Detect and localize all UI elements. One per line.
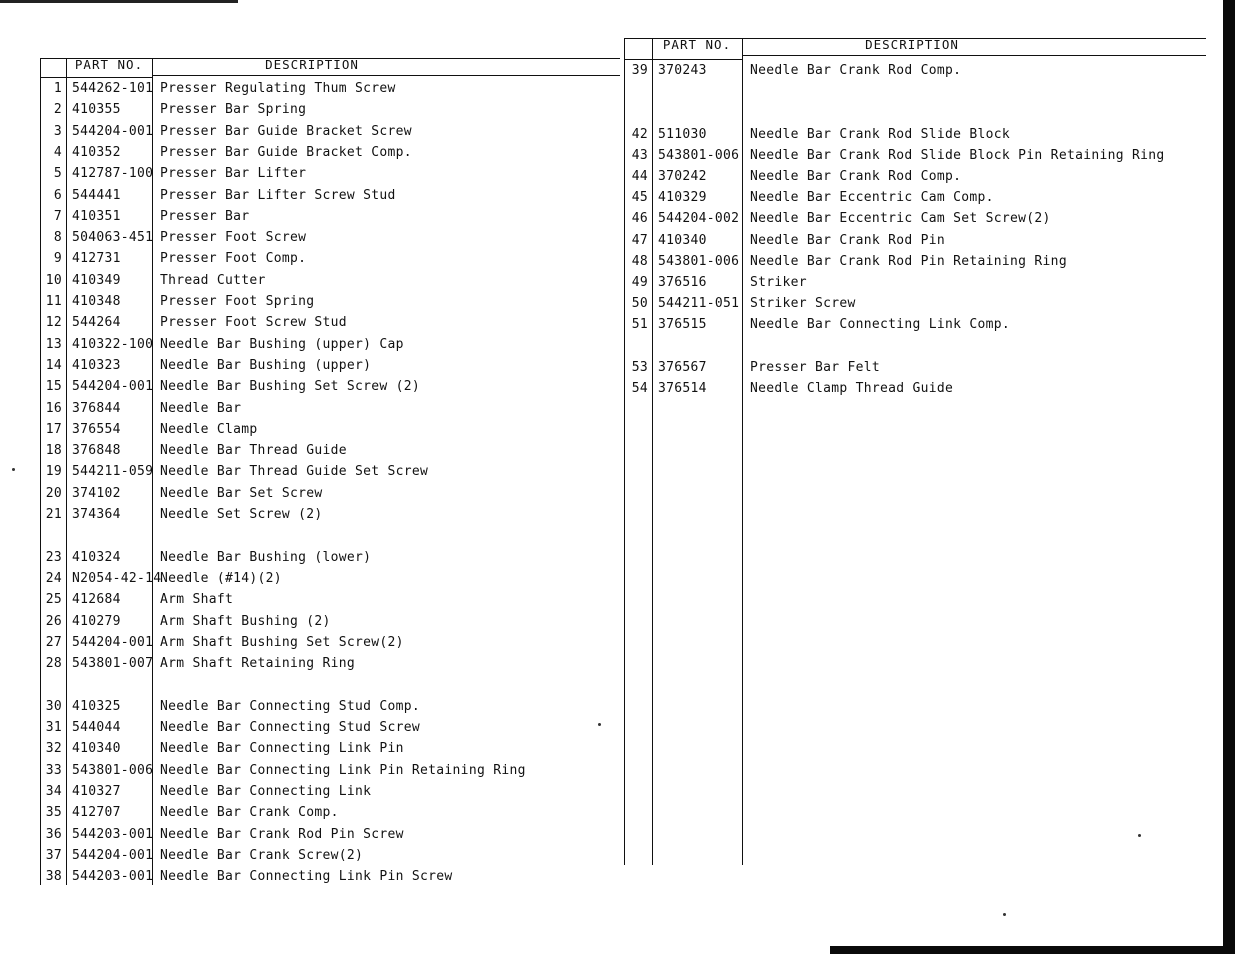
- item-number: 26: [45, 613, 62, 629]
- item-number: 50: [631, 296, 648, 312]
- part-number: 410340: [658, 232, 707, 248]
- part-description: Needle Bar Connecting Stud Screw: [160, 720, 421, 735]
- item-number: 4: [53, 144, 62, 160]
- table-row: [40, 122, 620, 142]
- item-number: 33: [45, 762, 62, 778]
- part-description: Needle Bar Crank Comp.: [160, 805, 339, 821]
- part-number: 370243: [658, 63, 707, 78]
- item-number: 15: [45, 379, 62, 395]
- part-number: 410323: [72, 357, 121, 373]
- table-row: [624, 315, 1206, 335]
- table-row: [40, 143, 620, 163]
- table-row: [40, 164, 620, 184]
- item-number: 18: [45, 443, 62, 459]
- part-number: 544204-001: [72, 634, 154, 650]
- part-number: 544204-001: [72, 847, 154, 863]
- part-description: Thread Cutter: [160, 272, 266, 288]
- part-number: 410322-100: [72, 336, 154, 352]
- table-row: [40, 420, 620, 440]
- part-description: Needle Bar Crank Rod Comp.: [750, 169, 962, 184]
- item-number: 45: [631, 190, 648, 206]
- table-row: [624, 252, 1206, 272]
- item-number: 48: [631, 253, 648, 269]
- table-row: [40, 186, 620, 206]
- part-description: Presser Bar Lifter Screw Stud: [160, 187, 396, 203]
- part-number: 410340: [72, 741, 121, 757]
- header-part-no-right: PART NO.: [662, 37, 732, 52]
- part-number: 376554: [72, 421, 121, 437]
- table-row: [40, 548, 620, 568]
- part-description: Presser Bar Spring: [160, 102, 307, 118]
- part-number: 412684: [72, 592, 121, 608]
- part-description: Striker Screw: [750, 296, 856, 312]
- item-number: 54: [631, 381, 648, 396]
- table-row: [40, 590, 620, 610]
- part-description: Needle Bar Crank Screw(2): [160, 847, 364, 863]
- part-number: 543801-006: [658, 253, 740, 269]
- part-number: 412731: [72, 251, 121, 267]
- item-number: 47: [631, 232, 648, 248]
- part-description: Presser Bar Guide Bracket Screw: [160, 123, 412, 139]
- part-description: Needle Bar Connecting Link Comp.: [750, 317, 1011, 333]
- part-number: 410324: [72, 549, 121, 565]
- table-row: [40, 335, 620, 355]
- item-number: 49: [631, 275, 648, 290]
- part-number: 410348: [72, 294, 121, 309]
- item-number: 17: [45, 421, 62, 437]
- part-description: Presser Bar Guide Bracket Comp.: [160, 144, 412, 160]
- header-part-no: PART NO.: [74, 57, 144, 72]
- part-number: 544204-001: [72, 379, 154, 395]
- item-number: 12: [45, 315, 62, 331]
- part-description: Needle Bar Crank Rod Comp.: [750, 63, 962, 78]
- table-row: [40, 654, 620, 674]
- part-number: 543801-006: [658, 147, 740, 163]
- part-number: 376515: [658, 317, 707, 333]
- part-description: Needle Bar Eccentric Cam Set Screw(2): [750, 211, 1051, 227]
- part-number: 544262-101: [72, 81, 154, 96]
- part-description: Needle Bar Connecting Link Pin: [160, 741, 404, 757]
- item-number: 9: [53, 251, 62, 267]
- part-description: Needle Bar Connecting Link Pin Screw: [160, 869, 453, 885]
- item-number: 35: [45, 805, 62, 821]
- item-number: 53: [631, 359, 648, 375]
- scan-artifact-top: [0, 0, 238, 3]
- part-description: Needle Bar Crank Rod Pin: [750, 232, 946, 248]
- table-row: [40, 718, 620, 738]
- part-description: Striker: [750, 275, 807, 290]
- table-row: [40, 377, 620, 397]
- part-description: Presser Foot Screw: [160, 230, 307, 246]
- table-row: [40, 569, 620, 589]
- part-description: Arm Shaft Bushing Set Screw(2): [160, 634, 404, 650]
- part-description: Needle Bar: [160, 400, 242, 416]
- part-number: 544264: [72, 315, 121, 331]
- table-row: [40, 803, 620, 823]
- part-description: Needle Bar Crank Rod Pin Retaining Ring: [750, 253, 1067, 269]
- table-row: [624, 188, 1206, 208]
- item-number: 39: [631, 63, 648, 78]
- item-number: 44: [631, 169, 648, 184]
- table-row: [40, 292, 620, 312]
- part-description: Needle Clamp Thread Guide: [750, 381, 954, 396]
- item-number: 20: [45, 485, 62, 501]
- table-row: [40, 356, 620, 376]
- part-description: Needle Bar Bushing (upper): [160, 357, 372, 373]
- table-row: [40, 441, 620, 461]
- part-number: 544204-001: [72, 123, 154, 139]
- part-number: 374364: [72, 507, 121, 522]
- item-number: 2: [53, 102, 62, 118]
- part-number: 376567: [658, 359, 707, 375]
- part-description: Needle Bar Bushing (lower): [160, 549, 372, 565]
- part-description: Needle (#14)(2): [160, 570, 282, 586]
- part-description: Arm Shaft Retaining Ring: [160, 656, 356, 672]
- item-number: 11: [45, 294, 62, 309]
- part-number: 504063-451: [72, 230, 154, 246]
- part-number: 410327: [72, 783, 121, 799]
- item-number: 1: [53, 81, 62, 96]
- part-number: 410279: [72, 613, 121, 629]
- part-description: Needle Bar Bushing (upper) Cap: [160, 336, 404, 352]
- item-number: 13: [45, 336, 62, 352]
- item-number: 36: [45, 826, 62, 842]
- part-number: 410329: [658, 190, 707, 206]
- item-number: 27: [45, 634, 62, 650]
- table-row: [40, 505, 620, 525]
- table-row: [40, 249, 620, 269]
- part-description: Needle Bar Connecting Link: [160, 783, 372, 799]
- table-row: [624, 146, 1206, 166]
- part-number: 544203-001: [72, 826, 154, 842]
- table-row: [40, 462, 620, 482]
- header-description: DESCRIPTION: [265, 57, 359, 72]
- part-description: Needle Bar Crank Rod Pin Screw: [160, 826, 404, 842]
- part-description: Needle Clamp: [160, 421, 258, 437]
- part-number: 376848: [72, 443, 121, 459]
- table-row: [624, 209, 1206, 229]
- item-number: 32: [45, 741, 62, 757]
- item-number: 30: [45, 698, 62, 714]
- part-description: Arm Shaft Bushing (2): [160, 613, 331, 629]
- part-number: 374102: [72, 485, 121, 501]
- parts-table-left: [40, 58, 620, 885]
- part-description: Needle Bar Connecting Stud Comp.: [160, 698, 421, 714]
- part-number: 376516: [658, 275, 707, 290]
- part-description: Presser Bar Felt: [750, 359, 881, 375]
- item-number: 10: [45, 272, 62, 288]
- table-row: [40, 612, 620, 632]
- scan-artifact-bottom-edge: [830, 946, 1235, 954]
- item-number: 28: [45, 656, 62, 672]
- item-number: 43: [631, 147, 648, 163]
- table-row: [40, 761, 620, 781]
- part-number: 543801-007: [72, 656, 154, 672]
- part-number: 410351: [72, 208, 121, 224]
- table-row: [40, 79, 620, 99]
- scan-artifact-right-edge: [1223, 0, 1235, 954]
- part-number: 544204-002: [658, 211, 740, 227]
- part-number: 376844: [72, 400, 121, 416]
- parts-table-right: [624, 38, 1206, 865]
- part-description: Presser Foot Screw Stud: [160, 315, 347, 331]
- table-row: [40, 228, 620, 248]
- part-number: 544211-051: [658, 296, 740, 312]
- part-number: 412707: [72, 805, 121, 821]
- item-number: 19: [45, 464, 62, 480]
- part-number: 370242: [658, 169, 707, 184]
- item-number: 23: [45, 549, 62, 565]
- table-row: [40, 782, 620, 802]
- item-number: 25: [45, 592, 62, 608]
- part-description: Needle Bar Connecting Link Pin Retaining Ring: [160, 762, 526, 778]
- part-number: 410325: [72, 698, 121, 714]
- item-number: 8: [53, 230, 62, 246]
- part-description: Needle Bar Thread Guide: [160, 443, 347, 459]
- table-row: [40, 846, 620, 866]
- part-number: 410355: [72, 102, 121, 118]
- table-row: [40, 867, 620, 887]
- table-row: [624, 379, 1206, 399]
- part-description: Needle Bar Crank Rod Slide Block: [750, 126, 1011, 142]
- table-row: [40, 633, 620, 653]
- part-number: 544211-059: [72, 464, 154, 480]
- table-row: [624, 231, 1206, 251]
- table-row: [624, 61, 1206, 81]
- part-number: 544441: [72, 187, 121, 203]
- part-description: Needle Bar Set Screw: [160, 485, 323, 501]
- table-row: [624, 273, 1206, 293]
- part-number: 376514: [658, 381, 707, 396]
- table-row: [40, 100, 620, 120]
- item-number: 31: [45, 720, 62, 735]
- item-number: 5: [53, 166, 62, 182]
- table-row: [624, 167, 1206, 187]
- part-description: Needle Bar Eccentric Cam Comp.: [750, 190, 994, 206]
- item-number: 3: [53, 123, 62, 139]
- item-number: 16: [45, 400, 62, 416]
- part-description: Arm Shaft: [160, 592, 234, 608]
- table-row: [40, 313, 620, 333]
- item-number: 51: [631, 317, 648, 333]
- part-number: 412787-100: [72, 166, 154, 182]
- table-row: [40, 399, 620, 419]
- part-description: Presser Foot Spring: [160, 294, 315, 309]
- item-number: 21: [45, 507, 62, 522]
- part-number: 410349: [72, 272, 121, 288]
- part-number: 511030: [658, 126, 707, 142]
- part-description: Presser Bar: [160, 208, 250, 224]
- item-number: 42: [631, 126, 648, 142]
- part-number: 410352: [72, 144, 121, 160]
- part-number: 544044: [72, 720, 121, 735]
- item-number: 14: [45, 357, 62, 373]
- item-number: 7: [53, 208, 62, 224]
- item-number: 6: [53, 187, 62, 203]
- table-row: [40, 697, 620, 717]
- part-description: Needle Bar Thread Guide Set Screw: [160, 464, 429, 480]
- header-description-right: DESCRIPTION: [865, 37, 959, 52]
- part-number: 543801-006: [72, 762, 154, 778]
- table-row: [624, 358, 1206, 378]
- part-description: Presser Bar Lifter: [160, 166, 307, 182]
- table-row: [624, 125, 1206, 145]
- part-description: Presser Foot Comp.: [160, 251, 307, 267]
- item-number: 38: [45, 869, 62, 885]
- item-number: 24: [45, 570, 62, 586]
- item-number: 37: [45, 847, 62, 863]
- table-row: [40, 207, 620, 227]
- part-description: Needle Set Screw (2): [160, 507, 323, 522]
- table-row: [40, 739, 620, 759]
- item-number: 34: [45, 783, 62, 799]
- table-row: [40, 271, 620, 291]
- table-row: [40, 484, 620, 504]
- part-description: Needle Bar Crank Rod Slide Block Pin Retaining Ring: [750, 147, 1165, 163]
- part-description: Presser Regulating Thum Screw: [160, 81, 396, 96]
- part-description: Needle Bar Bushing Set Screw (2): [160, 379, 421, 395]
- table-row: [624, 294, 1206, 314]
- item-number: 46: [631, 211, 648, 227]
- part-number: 544203-001: [72, 869, 154, 885]
- part-number: N2054-42-14: [72, 570, 162, 586]
- table-row: [40, 825, 620, 845]
